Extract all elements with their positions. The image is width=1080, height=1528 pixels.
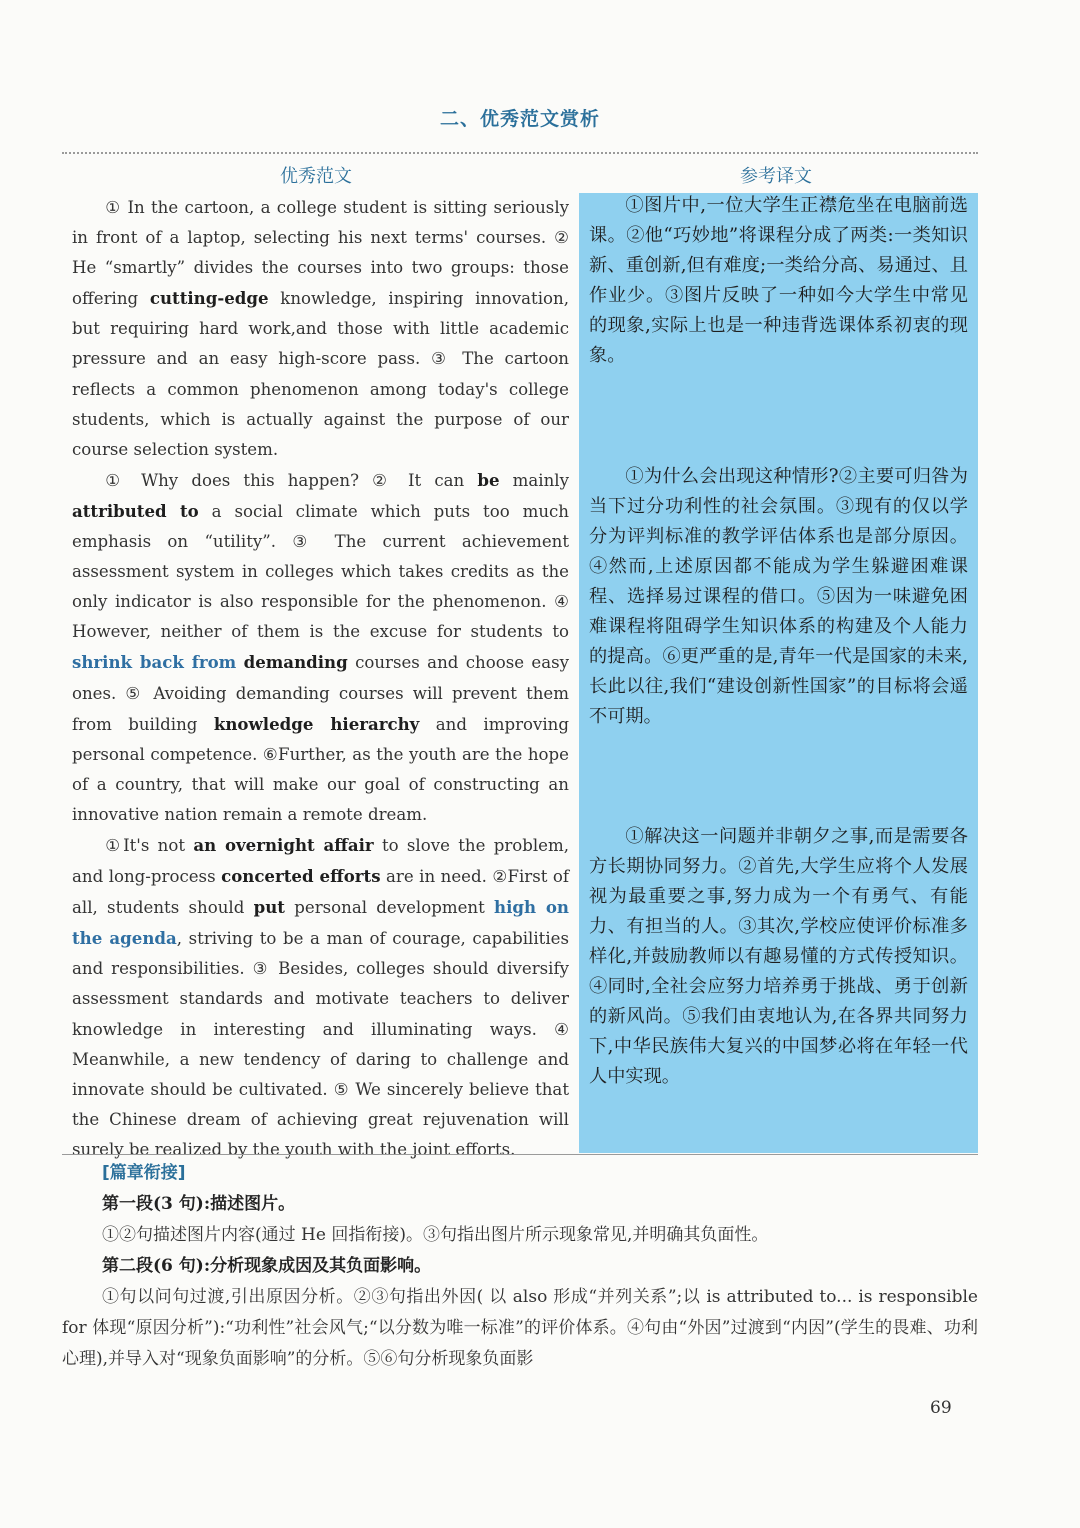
- key-phrase: be: [477, 469, 500, 490]
- text-run: and improving personal competence. ⑥Further, as the youth are the hope of a country, that will make our goal of constructing an innovative nation remain a remote dream.: [72, 714, 569, 824]
- paragraph-1-heading: 第一段(3 句):描述图片。: [102, 1194, 296, 1214]
- dotted-divider: [62, 152, 978, 154]
- text-run: ① Why does this happen? ② It can: [105, 470, 478, 490]
- essay-paragraph-3: [72, 830, 569, 1165]
- highlighted-phrase: shrink back from: [72, 652, 237, 673]
- essay-paragraph-1: [72, 193, 569, 465]
- page-number: 69: [930, 1398, 952, 1418]
- key-phrase: knowledge hierarchy: [213, 713, 420, 734]
- text-run: [236, 653, 243, 672]
- essay-paragraph-2: [72, 465, 569, 830]
- key-phrase: cutting-edge: [149, 288, 269, 309]
- text-run: ① In the cartoon, a college student is sitting seriously in front of a laptop, selecting his next terms' courses. ② He “smartly” divides the courses into two groups: those offering: [72, 198, 569, 309]
- translation-heading: 参考译文: [740, 166, 812, 187]
- key-phrase: an overnight affair: [193, 834, 374, 855]
- highlighted-phrase: high on the agenda: [72, 897, 569, 949]
- translation-paragraph-1: ①图片中,一位大学生正襟危坐在电脑前选课。②他“巧妙地”将课程分成了两类:一类知识新、重创新,但有难度;一类给分高、易通过、且作业少。③图片反映了一种如今大学生中常见的现象,实际上也是一种违背选课体系初衷的现象。: [589, 195, 968, 366]
- section-divider: [62, 1154, 978, 1155]
- key-phrase: demanding: [243, 652, 348, 673]
- text-run: are in need. ②First of all, students should: [72, 867, 569, 918]
- key-phrase: attributed to: [72, 500, 199, 521]
- text-run: , striving to be a man of courage, capabilities and responsibilities. ③ Besides, colleges should diversify assessment standards and motivate teachers to deliver knowledge in interesting and illuminating ways. ④ Meanwhile, a new tendency of daring to challenge and innovate should be cultivated. ⑤ We sincerely believe that the Chinese dream of achieving great rejuvenation will surely be realized by the youth with the joint efforts.: [72, 929, 569, 1159]
- text-run: personal development: [284, 898, 495, 918]
- paragraph-2-analysis: ①句以问句过渡,引出原因分析。②③句指出外因( 以 also 形成“并列关系”;以 is attributed to... is responsible for 体现“原因分析”):“功利性”社会风气;“以分数为唯一标准”的评价体系。④句由“外因”过渡到“内因”(学生的畏难、功利心理),并导入对“现象负面影响”的分析。⑤⑥句分析现象负面影: [62, 1287, 978, 1369]
- text-run: to slove the problem, and long-process: [72, 835, 569, 887]
- model-essay: [72, 193, 569, 1165]
- text-run: ①It's not: [105, 835, 194, 855]
- text-run: a social climate which puts too much emphasis on “utility”. ③ The current achievement assessment system in colleges which takes credits as the only indicator is also responsible for the phenomenon. ④ However, neither of them is the excuse for students to: [72, 501, 569, 642]
- text-run: courses and choose easy ones. ⑤ Avoiding demanding courses will prevent them from building: [72, 653, 570, 734]
- section-title: 二、优秀范文赏析: [439, 108, 600, 130]
- key-phrase: put: [253, 897, 285, 918]
- essay-heading: 优秀范文: [280, 166, 352, 187]
- paragraph-2-heading: 第二段(6 句):分析现象成因及其负面影响。: [102, 1256, 432, 1276]
- text-run: knowledge, inspiring innovation, but requiring hard work,and those with little academic pressure and an easy high-score pass. ③ The cartoon reflects a common phenomenon among today's college students, which is actually against the purpose of our course selection system.: [72, 289, 569, 459]
- analysis-tag: [篇章衔接]: [102, 1163, 186, 1183]
- paragraph-1-analysis: ①②句描述图片内容(通过 He 回指衔接)。③句指出图片所示现象常见,并明确其负面性。: [102, 1225, 769, 1245]
- key-phrase: concerted efforts: [221, 866, 381, 887]
- discourse-analysis: [62, 1158, 978, 1375]
- translation-paragraph-3: ①解决这一问题并非朝夕之事,而是需要各方长期协同努力。②首先,大学生应将个人发展视为最重要之事,努力成为一个有勇气、有能力、有担当的人。③其次,学校应使评价标准多样化,并鼓励教师以有趣易懂的方式传授知识。④同时,全社会应努力培养勇于挑战、勇于创新的新风尚。⑤我们由衷地认为,在各界共同努力下,中华民族伟大复兴的中国梦必将在年轻一代人中实现。: [589, 826, 968, 1087]
- translation-paragraph-2: ①为什么会出现这种情形?②主要可归咎为当下过分功利性的社会氛围。③现有的仅以学分为评判标准的教学评估体系也是部分原因。④然而,上述原因都不能成为学生躲避困难课程、选择易过课程的借口。⑤因为一味避免困难课程将阻碍学生知识体系的构建及个人能力的提高。⑥更严重的是,青年一代是国家的未来,长此以往,我们“建设创新性国家”的目标将会遥不可期。: [589, 466, 968, 727]
- text-run: mainly: [499, 470, 569, 490]
